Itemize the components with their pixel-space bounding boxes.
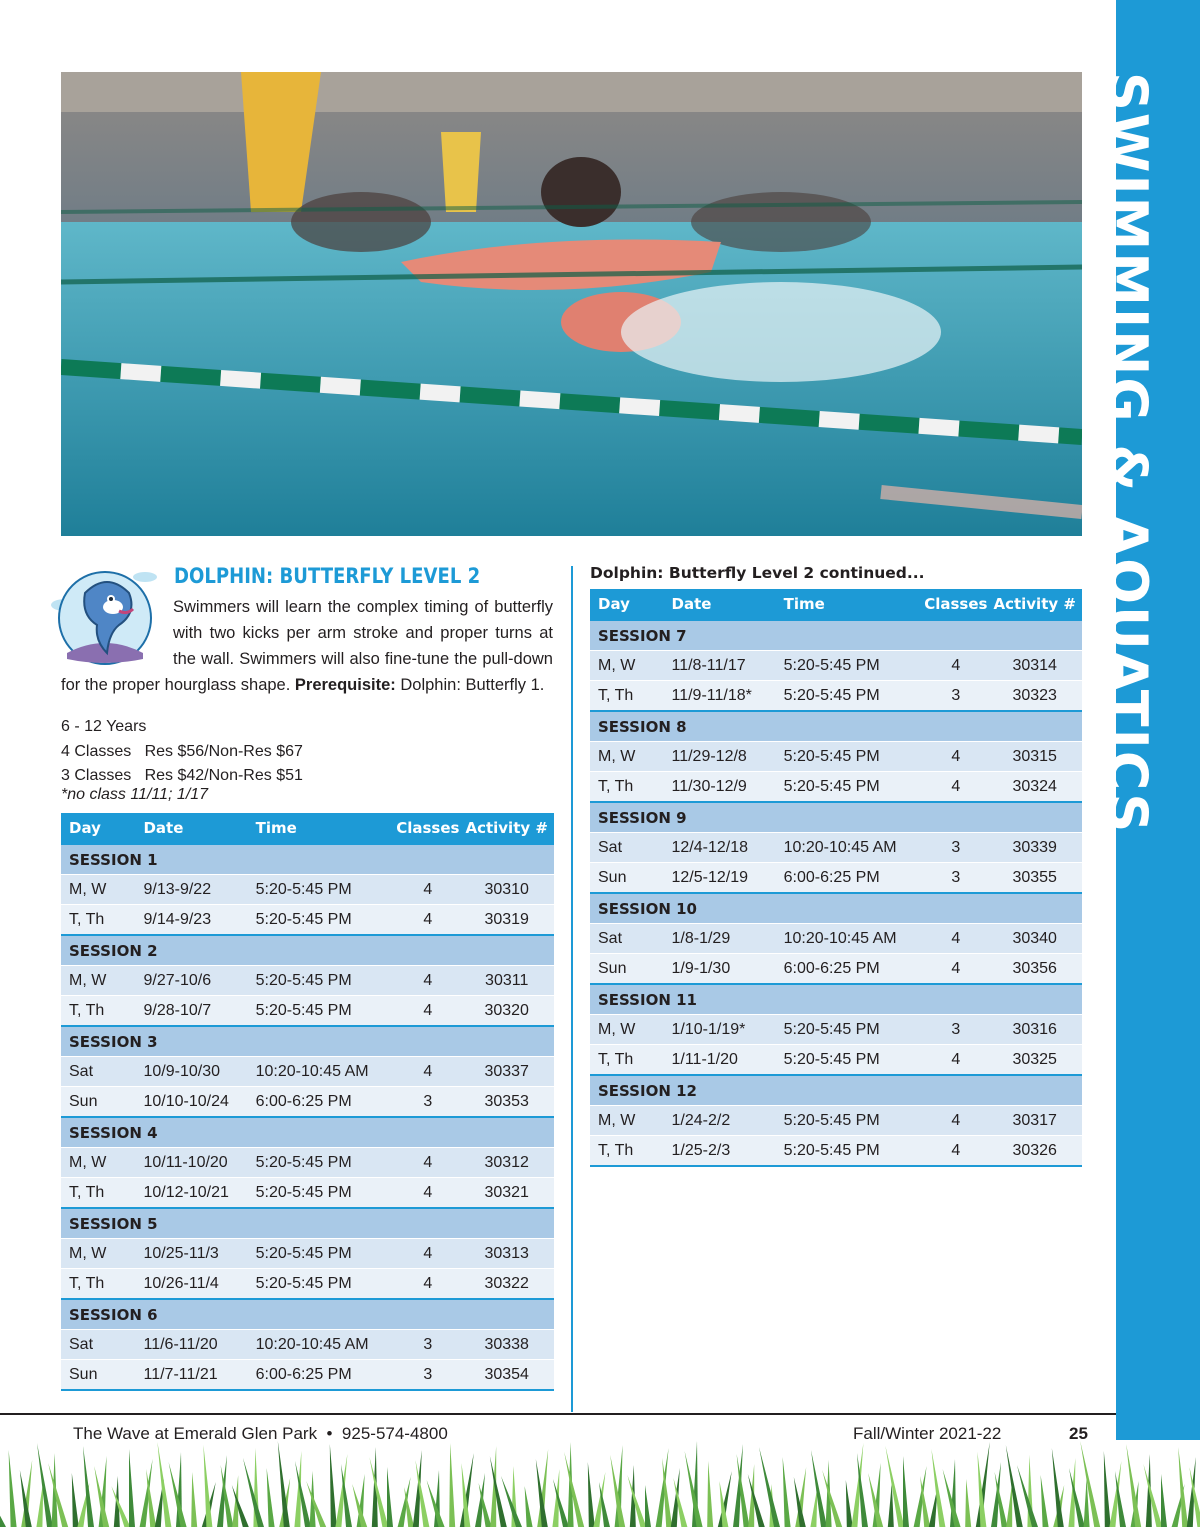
table-row	[590, 924, 1082, 954]
header-date: Date	[664, 589, 776, 620]
cell-classes: 3	[924, 833, 987, 863]
session-label: SESSION 12	[590, 1075, 1082, 1106]
table-row	[590, 1136, 1082, 1167]
table-row	[61, 1148, 554, 1178]
cell-date: 1/11-1/20	[664, 1045, 776, 1076]
table-header-row	[590, 589, 1082, 620]
grass-blade	[759, 1447, 780, 1527]
table-row	[61, 996, 554, 1027]
cell-classes: 4	[924, 651, 987, 681]
table-row	[590, 681, 1082, 712]
no-class-note: *no class 11/11; 1/17	[61, 786, 209, 803]
cell-day: T, Th	[61, 996, 135, 1027]
table-row	[590, 954, 1082, 985]
cell-date: 11/7-11/21	[135, 1360, 247, 1391]
cell-classes: 4	[924, 954, 987, 985]
cell-day: Sun	[61, 1087, 135, 1118]
grass-blade	[1104, 1451, 1111, 1527]
cell-classes: 3	[396, 1360, 459, 1391]
header-day: Day	[590, 589, 664, 620]
course-title: DOLPHIN: BUTTERFLY LEVEL 2	[174, 564, 481, 588]
cell-activity: 30326	[987, 1136, 1082, 1167]
age-range: 6 - 12 Years	[61, 718, 147, 735]
grass-blade	[627, 1475, 646, 1527]
session-label: SESSION 11	[590, 984, 1082, 1015]
column-divider	[571, 566, 573, 1412]
cell-day: M, W	[590, 1015, 664, 1045]
grass-blade	[449, 1443, 455, 1527]
session-header-row	[590, 620, 1082, 651]
grass-blade	[243, 1458, 264, 1527]
schedule-table-right	[590, 589, 1082, 1167]
session-label: SESSION 5	[61, 1208, 554, 1239]
session-header-row	[590, 711, 1082, 742]
grass-blade	[707, 1461, 713, 1527]
cell-date: 11/6-11/20	[135, 1330, 247, 1360]
course-description: Swimmers will learn the complex timing of butterfly with two kicks per arm stroke and proper turns at the wall. Swimmers will also fine-tune the pull-down for the proper hourglass shape.	[61, 598, 553, 694]
cell-time: 6:00-6:25 PM	[776, 863, 925, 894]
cell-classes: 4	[924, 772, 987, 803]
cell-day: Sat	[61, 1330, 135, 1360]
table-row	[61, 1269, 554, 1300]
table-header-row	[61, 813, 554, 844]
table-row	[61, 1087, 554, 1118]
footer-season: Fall/Winter 2021-22	[853, 1424, 1002, 1443]
cell-time: 6:00-6:25 PM	[776, 954, 925, 985]
grass-blade	[1143, 1464, 1162, 1527]
cell-date: 1/8-1/29	[664, 924, 776, 954]
cell-day: T, Th	[61, 905, 135, 936]
cell-classes: 4	[396, 905, 459, 936]
grass-blade	[0, 1487, 6, 1527]
cell-classes: 4	[924, 742, 987, 772]
grass-blade	[9, 1450, 17, 1527]
cell-time: 10:20-10:45 AM	[248, 1057, 397, 1087]
cell-activity: 30354	[459, 1360, 554, 1391]
grass-blade	[1178, 1447, 1188, 1527]
cell-day: Sun	[590, 863, 664, 894]
prerequisite-label: Prerequisite:	[294, 676, 396, 694]
cell-activity: 30313	[459, 1239, 554, 1269]
cell-classes: 4	[924, 1136, 987, 1167]
cell-day: T, Th	[590, 1136, 664, 1167]
cell-date: 10/26-11/4	[135, 1269, 247, 1300]
table-row	[590, 863, 1082, 894]
grass-blade	[885, 1446, 904, 1527]
grass-blade	[203, 1445, 212, 1527]
grass-blade	[267, 1468, 275, 1527]
session-header-row	[590, 984, 1082, 1015]
cell-activity: 30322	[459, 1269, 554, 1300]
cell-time: 5:20-5:45 PM	[776, 681, 925, 712]
table-row	[61, 875, 554, 905]
cell-classes: 4	[924, 1045, 987, 1076]
cell-time: 5:20-5:45 PM	[248, 996, 397, 1027]
header-activity: Activity #	[987, 589, 1082, 620]
cell-activity: 30323	[987, 681, 1082, 712]
cell-activity: 30314	[987, 651, 1082, 681]
cell-time: 10:20-10:45 AM	[248, 1330, 397, 1360]
cell-day: M, W	[61, 1148, 135, 1178]
cell-classes: 3	[396, 1330, 459, 1360]
header-time: Time	[776, 589, 925, 620]
table-row	[61, 1330, 554, 1360]
grass-blade	[330, 1444, 337, 1527]
grass-blade	[278, 1441, 290, 1527]
cell-date: 1/9-1/30	[664, 954, 776, 985]
cell-day: M, W	[61, 875, 135, 905]
cell-day: M, W	[590, 742, 664, 772]
cell-day: Sat	[590, 833, 664, 863]
cell-day: T, Th	[590, 681, 664, 712]
session-label: SESSION 4	[61, 1117, 554, 1148]
cell-date: 11/29-12/8	[664, 742, 776, 772]
table-row	[61, 1178, 554, 1209]
session-header-row	[590, 893, 1082, 924]
cell-date: 10/10-10/24	[135, 1087, 247, 1118]
table-row	[61, 905, 554, 936]
cell-day: Sat	[590, 924, 664, 954]
cell-activity: 30337	[459, 1057, 554, 1087]
grass-blade	[564, 1452, 584, 1527]
grass-blade	[191, 1472, 197, 1527]
cell-time: 5:20-5:45 PM	[776, 1045, 925, 1076]
grass-blade	[903, 1456, 909, 1527]
fee-4-classes: 4 Classes Res $56/Non-Res $67	[61, 743, 303, 760]
cell-day: T, Th	[61, 1178, 135, 1209]
session-label: SESSION 1	[61, 844, 554, 875]
grass-blade	[387, 1467, 393, 1527]
grass-blade	[1041, 1475, 1049, 1527]
course-description-block	[61, 594, 553, 698]
cell-time: 5:20-5:45 PM	[776, 742, 925, 772]
cell-date: 1/10-1/19*	[664, 1015, 776, 1045]
cell-date: 10/25-11/3	[135, 1239, 247, 1269]
cell-day: M, W	[590, 1106, 664, 1136]
grass-blade	[588, 1462, 595, 1527]
session-label: SESSION 7	[590, 620, 1082, 651]
cell-classes: 4	[924, 924, 987, 954]
cell-activity: 30316	[987, 1015, 1082, 1045]
cell-date: 9/27-10/6	[135, 966, 247, 996]
grass-blade	[1161, 1474, 1167, 1527]
cell-date: 9/14-9/23	[135, 905, 247, 936]
cell-classes: 4	[396, 1269, 459, 1300]
cell-activity: 30339	[987, 833, 1082, 863]
cell-time: 6:00-6:25 PM	[248, 1087, 397, 1118]
cell-activity: 30324	[987, 772, 1082, 803]
cell-classes: 3	[924, 1015, 987, 1045]
table-row	[590, 1045, 1082, 1076]
cell-time: 6:00-6:25 PM	[248, 1360, 397, 1391]
cell-time: 5:20-5:45 PM	[248, 875, 397, 905]
session-header-row	[590, 802, 1082, 833]
cell-day: Sun	[61, 1360, 135, 1391]
table-row	[590, 1015, 1082, 1045]
grass-blade	[369, 1457, 388, 1527]
grass-blade	[645, 1485, 651, 1527]
cell-date: 1/24-2/2	[664, 1106, 776, 1136]
cell-activity: 30340	[987, 924, 1082, 954]
cell-classes: 4	[396, 1178, 459, 1209]
cell-date: 9/28-10/7	[135, 996, 247, 1027]
cell-classes: 3	[924, 681, 987, 712]
cell-activity: 30312	[459, 1148, 554, 1178]
table-row	[590, 772, 1082, 803]
cell-activity: 30321	[459, 1178, 554, 1209]
cell-classes: 4	[924, 1106, 987, 1136]
fee-3-classes: 3 Classes Res $42/Non-Res $51	[61, 767, 303, 784]
session-label: SESSION 10	[590, 893, 1082, 924]
cell-time: 5:20-5:45 PM	[776, 772, 925, 803]
table-row	[61, 1057, 554, 1087]
cell-activity: 30356	[987, 954, 1082, 985]
grass-blade	[111, 1486, 130, 1527]
grass-blade	[1052, 1448, 1064, 1527]
cell-time: 10:20-10:45 AM	[776, 833, 925, 863]
cell-activity: 30317	[987, 1106, 1082, 1136]
grass-decoration	[0, 1440, 1200, 1527]
session-header-row	[61, 844, 554, 875]
cell-day: M, W	[590, 651, 664, 681]
cell-time: 5:20-5:45 PM	[776, 1136, 925, 1167]
pool-photo	[61, 72, 1082, 536]
session-label: SESSION 8	[590, 711, 1082, 742]
session-label: SESSION 2	[61, 935, 554, 966]
cell-classes: 4	[396, 875, 459, 905]
table-row	[590, 1106, 1082, 1136]
cell-time: 5:20-5:45 PM	[776, 651, 925, 681]
cell-classes: 3	[396, 1087, 459, 1118]
cell-classes: 4	[396, 966, 459, 996]
cell-day: Sat	[61, 1057, 135, 1087]
continued-title: Dolphin: Butterfly Level 2 continued...	[590, 564, 925, 582]
cell-activity: 30315	[987, 742, 1082, 772]
grass-blade	[1006, 1482, 1012, 1527]
cell-time: 5:20-5:45 PM	[248, 1178, 397, 1209]
cell-activity: 30353	[459, 1087, 554, 1118]
cell-day: T, Th	[590, 1045, 664, 1076]
session-header-row	[590, 1075, 1082, 1106]
grass-blade	[525, 1486, 533, 1527]
cell-date: 10/11-10/20	[135, 1148, 247, 1178]
table-row	[61, 1360, 554, 1391]
cell-time: 5:20-5:45 PM	[248, 1148, 397, 1178]
grass-blade	[965, 1479, 971, 1527]
cell-date: 11/8-11/17	[664, 651, 776, 681]
cell-date: 12/5-12/19	[664, 863, 776, 894]
table-row	[590, 651, 1082, 681]
cell-date: 10/12-10/21	[135, 1178, 247, 1209]
grass-blade	[129, 1449, 135, 1527]
page-number: 25	[1069, 1424, 1088, 1443]
session-label: SESSION 6	[61, 1299, 554, 1330]
cell-day: M, W	[61, 966, 135, 996]
header-time: Time	[248, 813, 397, 844]
grass-blade	[846, 1480, 853, 1527]
cell-activity: 30325	[987, 1045, 1082, 1076]
session-label: SESSION 3	[61, 1026, 554, 1057]
cell-date: 10/9-10/30	[135, 1057, 247, 1087]
cell-time: 5:20-5:45 PM	[248, 1269, 397, 1300]
cell-date: 11/30-12/9	[664, 772, 776, 803]
cell-classes: 4	[396, 1057, 459, 1087]
header-day: Day	[61, 813, 135, 844]
session-header-row	[61, 1026, 554, 1057]
session-label: SESSION 9	[590, 802, 1082, 833]
cell-day: M, W	[61, 1239, 135, 1269]
cell-time: 5:20-5:45 PM	[776, 1015, 925, 1045]
cell-date: 9/13-9/22	[135, 875, 247, 905]
schedule-table-left	[61, 813, 554, 1391]
table-row	[590, 833, 1082, 863]
cell-day: T, Th	[61, 1269, 135, 1300]
cell-time: 10:20-10:45 AM	[776, 924, 925, 954]
cell-activity: 30320	[459, 996, 554, 1027]
table-row	[590, 742, 1082, 772]
header-classes: Classes	[924, 589, 987, 620]
cell-date: 12/4-12/18	[664, 833, 776, 863]
cell-date: 11/9-11/18*	[664, 681, 776, 712]
header-classes: Classes	[396, 813, 459, 844]
footer-venue-phone: The Wave at Emerald Glen Park • 925-574-4800	[73, 1424, 448, 1443]
session-header-row	[61, 935, 554, 966]
cell-time: 5:20-5:45 PM	[776, 1106, 925, 1136]
grass-blade	[1080, 1441, 1100, 1527]
section-title-vertical: SWIMMING & AQUATICS	[1096, 72, 1159, 835]
cell-classes: 4	[396, 1148, 459, 1178]
cell-classes: 4	[396, 1239, 459, 1269]
cell-classes: 3	[924, 863, 987, 894]
cell-time: 5:20-5:45 PM	[248, 1239, 397, 1269]
header-date: Date	[135, 813, 247, 844]
cell-activity: 30311	[459, 966, 554, 996]
cell-activity: 30310	[459, 875, 554, 905]
header-activity: Activity #	[459, 813, 554, 844]
session-header-row	[61, 1299, 554, 1330]
table-row	[61, 966, 554, 996]
cell-day: T, Th	[590, 772, 664, 803]
cell-time: 5:20-5:45 PM	[248, 905, 397, 936]
grass-blade	[48, 1463, 68, 1527]
cell-classes: 4	[396, 996, 459, 1027]
cell-date: 1/25-2/3	[664, 1136, 776, 1167]
cell-activity: 30319	[459, 905, 554, 936]
grass-blade	[810, 1487, 817, 1527]
cell-day: Sun	[590, 954, 664, 985]
table-row	[61, 1239, 554, 1269]
session-header-row	[61, 1208, 554, 1239]
cell-activity: 30338	[459, 1330, 554, 1360]
prerequisite-text: Dolphin: Butterfly 1.	[400, 676, 545, 694]
grass-blade	[783, 1457, 791, 1527]
cell-activity: 30355	[987, 863, 1082, 894]
session-header-row	[61, 1117, 554, 1148]
grass-blade	[72, 1473, 79, 1527]
cell-time: 5:20-5:45 PM	[248, 966, 397, 996]
footer-rule	[0, 1413, 1116, 1415]
